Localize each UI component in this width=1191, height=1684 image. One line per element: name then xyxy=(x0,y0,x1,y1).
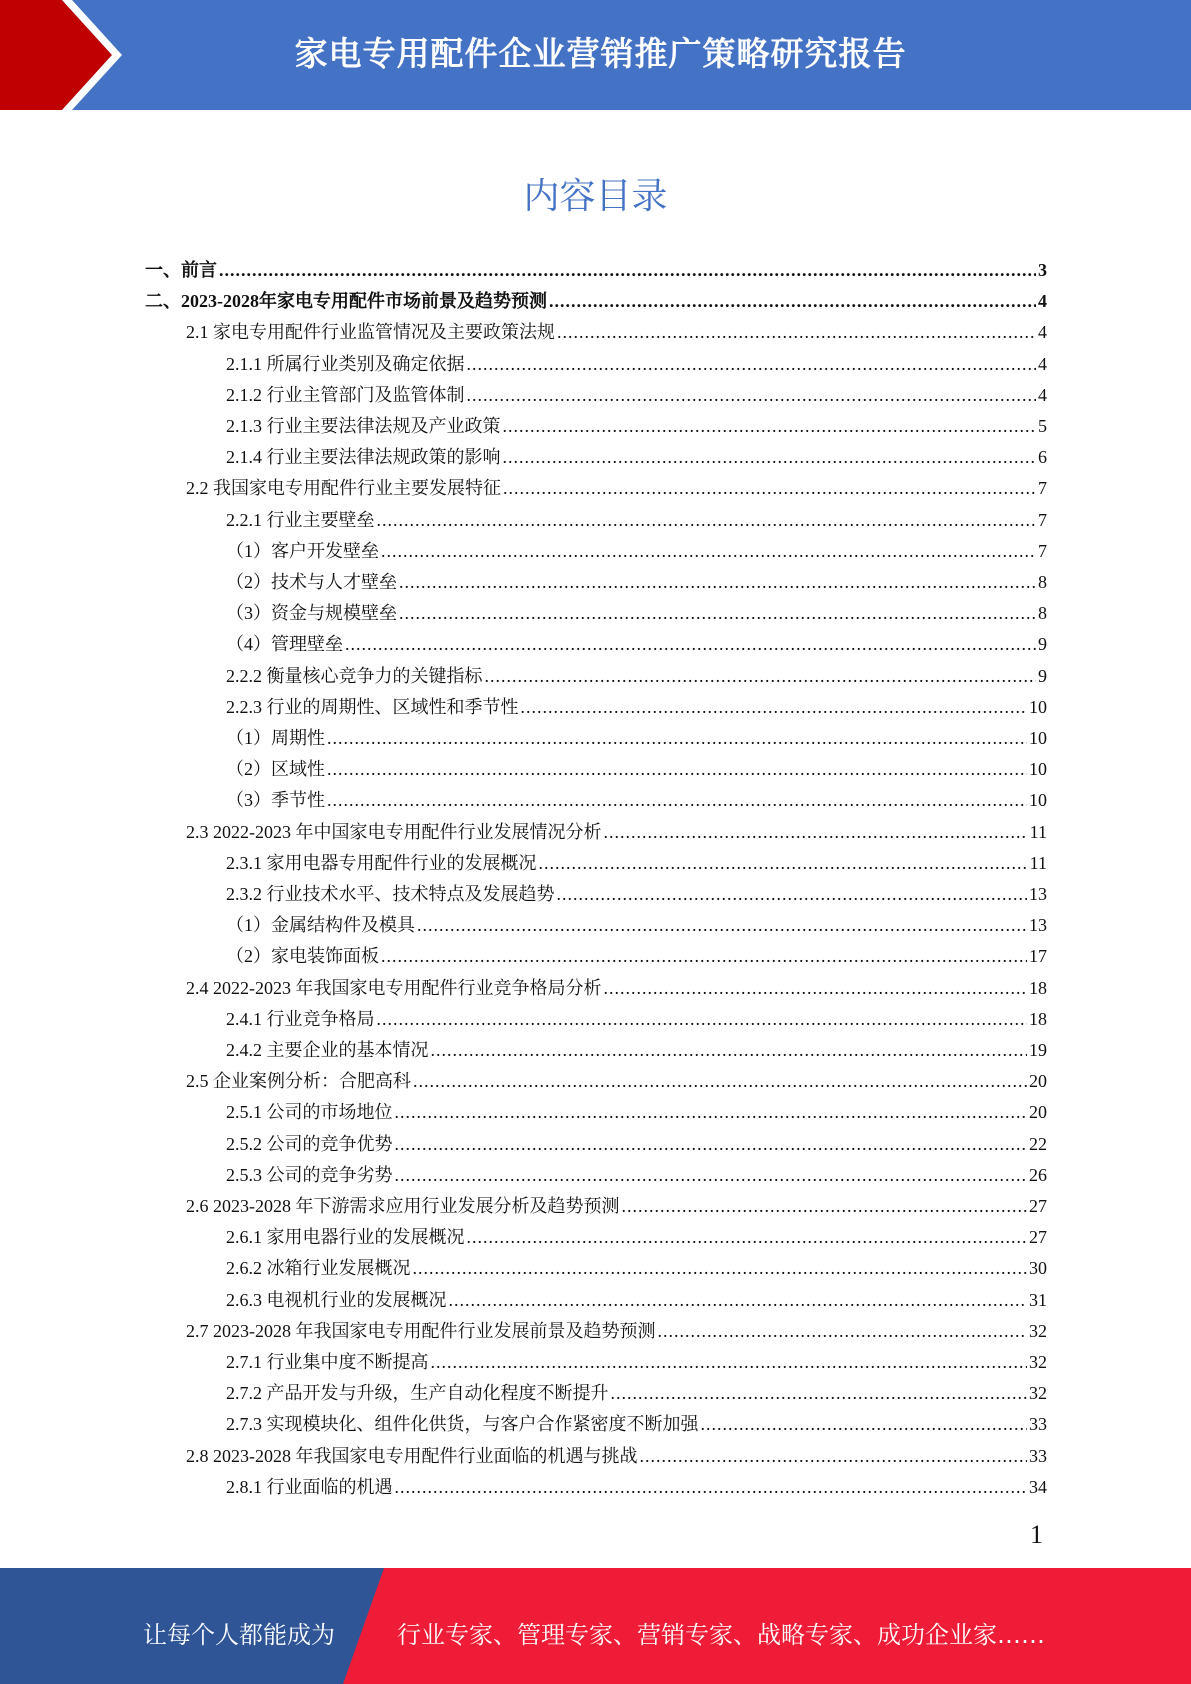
page-number: 1 xyxy=(1030,1520,1043,1549)
toc-entry-page: 18 xyxy=(1029,1008,1047,1029)
dot-leader xyxy=(539,849,1028,877)
toc-entry-label: 2.1.4 行业主要法律法规政策的影响 xyxy=(226,447,501,468)
toc-entry-label: （2）家电装饰面板 xyxy=(226,946,379,967)
toc-entry-page: 10 xyxy=(1029,790,1047,811)
toc-entry-label: 2.4.1 行业竞争格局 xyxy=(226,1008,375,1029)
toc-entry-label: 2.1 家电专用配件行业监管情况及主要政策法规 xyxy=(186,322,555,343)
toc-entry-page: 5 xyxy=(1038,416,1047,436)
toc-entry-label: 2.7.2 产品开发与升级，生产自动化程度不断提升 xyxy=(226,1383,609,1404)
toc-entry-page: 32 xyxy=(1029,1320,1047,1341)
dot-leader xyxy=(395,1473,1028,1501)
toc-entry-page: 8 xyxy=(1038,603,1047,624)
toc-entry-label: 2.5 企业案例分析：合肥高科 xyxy=(186,1071,411,1092)
dot-leader xyxy=(549,287,1036,315)
toc-entry[interactable] xyxy=(226,942,1047,970)
dot-leader xyxy=(485,662,1037,690)
dot-leader xyxy=(701,1410,1028,1438)
dot-leader xyxy=(413,1254,1028,1282)
toc-entry-page: 20 xyxy=(1029,1071,1047,1092)
toc-entry[interactable] xyxy=(226,381,1047,409)
toc-entry[interactable] xyxy=(226,1286,1047,1314)
toc-entry-page: 4 xyxy=(1038,353,1047,374)
toc-entry-label: 2.6.3 电视机行业的发展概况 xyxy=(226,1289,447,1310)
toc-entry[interactable] xyxy=(226,1410,1047,1438)
toc-entry-page: 4 xyxy=(1038,322,1047,343)
dot-leader xyxy=(658,1317,1028,1345)
toc-entry-page: 32 xyxy=(1029,1352,1047,1372)
dot-leader xyxy=(345,630,1036,658)
toc-entry-page: 27 xyxy=(1029,1196,1047,1216)
toc-entry-page: 26 xyxy=(1029,1164,1047,1185)
toc-entry-label: （2）区域性 xyxy=(226,759,325,780)
toc-entry-page: 4 xyxy=(1038,291,1047,312)
toc-entry[interactable] xyxy=(226,724,1047,752)
toc-entry[interactable] xyxy=(226,1254,1047,1282)
toc-entry[interactable] xyxy=(226,849,1047,877)
toc-entry[interactable] xyxy=(226,1348,1047,1376)
toc-entry-label: 2.2.2 衡量核心竞争力的关键指标 xyxy=(226,665,483,686)
dot-leader xyxy=(381,537,1036,565)
dot-leader xyxy=(503,443,1037,471)
dot-leader xyxy=(604,974,1028,1002)
toc-entry-page: 3 xyxy=(1038,260,1047,280)
toc-entry[interactable] xyxy=(186,818,1047,846)
toc-entry[interactable] xyxy=(145,287,1047,315)
toc-entry-page: 6 xyxy=(1038,447,1047,468)
dot-leader xyxy=(381,942,1027,970)
toc-entry[interactable] xyxy=(226,786,1047,814)
toc-entry[interactable] xyxy=(186,1442,1047,1470)
toc-entry-page: 31 xyxy=(1029,1289,1047,1310)
dot-leader xyxy=(327,724,1027,752)
toc-entry-page: 33 xyxy=(1029,1445,1047,1466)
toc-entry-page: 27 xyxy=(1029,1227,1047,1248)
toc-entry-label: 2.7 2023-2028 年我国家电专用配件行业发展前景及趋势预测 xyxy=(186,1320,656,1341)
page-header xyxy=(0,0,1191,110)
toc-entry[interactable] xyxy=(226,506,1047,534)
toc-entry[interactable] xyxy=(226,1036,1047,1064)
dot-leader xyxy=(611,1379,1028,1407)
toc-entry[interactable] xyxy=(186,974,1047,1002)
dot-leader xyxy=(395,1161,1028,1189)
toc-entry[interactable] xyxy=(226,443,1047,471)
toc-entry-label: （1）客户开发壁垒 xyxy=(226,540,379,561)
dot-leader xyxy=(640,1442,1028,1470)
dot-leader xyxy=(413,1067,1027,1095)
toc-entry-label: 2.7.1 行业集中度不断提高 xyxy=(226,1352,429,1372)
toc-entry-page: 10 xyxy=(1029,696,1047,717)
dot-leader xyxy=(417,911,1027,939)
toc-entry-page: 11 xyxy=(1029,852,1047,873)
dot-leader xyxy=(467,381,1037,409)
toc-entry-page: 7 xyxy=(1038,540,1047,561)
toc-entry-label: 2.2.1 行业主要壁垒 xyxy=(226,509,375,530)
toc-entry[interactable] xyxy=(186,1317,1047,1345)
toc-entry-page: 7 xyxy=(1038,478,1047,499)
toc-entry-label: （2）技术与人才壁垒 xyxy=(226,572,397,592)
toc-entry-label: （3）资金与规模壁垒 xyxy=(226,603,397,624)
toc-entry-label: 2.3 2022-2023 年中国家电专用配件行业发展情况分析 xyxy=(186,821,602,842)
toc-entry[interactable] xyxy=(226,412,1047,440)
toc-entry-page: 10 xyxy=(1029,759,1047,780)
toc-entry-page: 19 xyxy=(1029,1040,1047,1060)
toc-entry[interactable] xyxy=(145,256,1047,284)
toc-entry[interactable] xyxy=(226,1130,1047,1158)
toc-entry-page: 22 xyxy=(1029,1133,1047,1154)
toc-entry[interactable] xyxy=(226,630,1047,658)
footer-slogan-right: 行业专家、管理专家、营销专家、战略专家、成功企业家…… xyxy=(397,1621,1045,1649)
dot-leader xyxy=(449,1286,1028,1314)
toc-entry-page: 34 xyxy=(1029,1476,1047,1497)
dot-leader xyxy=(467,350,1037,378)
toc-entry-label: 2.5.2 公司的竞争优势 xyxy=(226,1133,393,1154)
dot-leader xyxy=(503,412,1037,440)
dot-leader xyxy=(327,786,1027,814)
dot-leader xyxy=(521,693,1028,721)
toc-entry-label: 一、前言 xyxy=(145,260,217,280)
dot-leader xyxy=(467,1223,1028,1251)
toc-entry-label: 2.1.2 行业主管部门及监管体制 xyxy=(226,384,465,405)
toc-entry-label: 2.3.2 行业技术水平、技术特点及发展趋势 xyxy=(226,884,555,904)
toc-entry-label: 2.3.1 家用电器专用配件行业的发展概况 xyxy=(226,852,537,873)
toc-entry[interactable] xyxy=(226,911,1047,939)
toc-entry-label: 二、2023-2028年家电专用配件市场前景及趋势预测 xyxy=(145,291,547,312)
dot-leader xyxy=(503,474,1036,502)
dot-leader xyxy=(327,755,1027,783)
toc-entry-page: 20 xyxy=(1029,1102,1047,1123)
toc-entry-page: 4 xyxy=(1038,384,1047,405)
toc-entry-label: 2.5.1 公司的市场地位 xyxy=(226,1102,393,1123)
toc-entry-label: （1）周期性 xyxy=(226,728,325,748)
toc-entry-label: 2.8.1 行业面临的机遇 xyxy=(226,1476,393,1497)
dot-leader xyxy=(377,1005,1028,1033)
toc-entry[interactable] xyxy=(186,1192,1047,1220)
toc-entry-page: 30 xyxy=(1029,1258,1047,1279)
toc-entry[interactable] xyxy=(226,755,1047,783)
toc-entry-label: 2.2 我国家电专用配件行业主要发展特征 xyxy=(186,478,501,499)
toc-entry[interactable] xyxy=(226,350,1047,378)
toc-entry-label: （3）季节性 xyxy=(226,790,325,811)
toc-entry[interactable] xyxy=(186,474,1047,502)
toc-entry-label: 2.7.3 实现模块化、组件化供货，与客户合作紧密度不断加强 xyxy=(226,1414,699,1435)
dot-leader xyxy=(219,256,1036,284)
toc-entry-label: 2.2.3 行业的周期性、区域性和季节性 xyxy=(226,696,519,717)
dot-leader xyxy=(604,818,1028,846)
toc-entry-label: 2.8 2023-2028 年我国家电专用配件行业面临的机遇与挑战 xyxy=(186,1445,638,1466)
toc-entry-label: （1）金属结构件及模具 xyxy=(226,915,415,936)
toc-entry[interactable] xyxy=(226,693,1047,721)
toc-entry[interactable] xyxy=(226,1161,1047,1189)
dot-leader xyxy=(377,506,1037,534)
toc-entry-page: 13 xyxy=(1029,915,1047,936)
toc-entry[interactable] xyxy=(226,599,1047,627)
dot-leader xyxy=(431,1348,1028,1376)
toc-entry-label: 2.1.3 行业主要法律法规及产业政策 xyxy=(226,416,501,436)
dot-leader xyxy=(557,318,1036,346)
toc-entry-page: 11 xyxy=(1029,821,1047,842)
dot-leader xyxy=(622,1192,1028,1220)
toc-entry[interactable] xyxy=(226,1473,1047,1501)
toc-entry[interactable] xyxy=(186,1067,1047,1095)
toc-heading: 内容目录 xyxy=(523,176,668,217)
toc-entry-label: 2.4 2022-2023 年我国家电专用配件行业竞争格局分析 xyxy=(186,977,602,998)
toc-entry[interactable] xyxy=(186,318,1047,346)
dot-leader xyxy=(399,599,1036,627)
toc-entry[interactable] xyxy=(226,1098,1047,1126)
toc-entry[interactable] xyxy=(226,537,1047,565)
toc-entry[interactable] xyxy=(226,1223,1047,1251)
toc-entry-label: （4）管理壁垒 xyxy=(226,634,343,655)
toc-entry[interactable] xyxy=(226,1005,1047,1033)
toc-entry-label: 2.1.1 所属行业类别及确定依据 xyxy=(226,353,465,374)
toc-entry-page: 7 xyxy=(1038,509,1047,530)
toc-entry-page: 18 xyxy=(1029,977,1047,998)
toc-entry-label: 2.5.3 公司的竞争劣势 xyxy=(226,1164,393,1185)
toc-entry-page: 10 xyxy=(1029,728,1047,748)
footer-slogan-left: 让每个人都能成为 xyxy=(143,1621,335,1649)
toc-entry-page: 17 xyxy=(1029,946,1047,967)
toc-entry-page: 13 xyxy=(1029,884,1047,904)
toc-entry-page: 8 xyxy=(1038,572,1047,592)
toc-entry-page: 32 xyxy=(1029,1383,1047,1404)
toc-entry-label: 2.6 2023-2028 年下游需求应用行业发展分析及趋势预测 xyxy=(186,1196,620,1216)
toc-entry-page: 33 xyxy=(1029,1414,1047,1435)
toc-entry-label: 2.6.2 冰箱行业发展概况 xyxy=(226,1258,411,1279)
dot-leader xyxy=(395,1098,1028,1126)
toc-entry[interactable] xyxy=(226,568,1047,596)
dot-leader xyxy=(431,1036,1028,1064)
dot-leader xyxy=(395,1130,1028,1158)
toc-entry-page: 9 xyxy=(1038,634,1047,655)
dot-leader xyxy=(557,880,1028,908)
toc-entry-page: 9 xyxy=(1038,665,1047,686)
page-footer xyxy=(0,1568,1191,1684)
toc-entry[interactable] xyxy=(226,662,1047,690)
dot-leader xyxy=(399,568,1036,596)
toc-entry[interactable] xyxy=(226,880,1047,908)
toc-entry[interactable] xyxy=(226,1379,1047,1407)
toc-entry-label: 2.4.2 主要企业的基本情况 xyxy=(226,1040,429,1060)
report-title: 家电专用配件企业营销推广策略研究报告 xyxy=(294,34,907,73)
toc-entry-label: 2.6.1 家用电器行业的发展概况 xyxy=(226,1227,465,1248)
